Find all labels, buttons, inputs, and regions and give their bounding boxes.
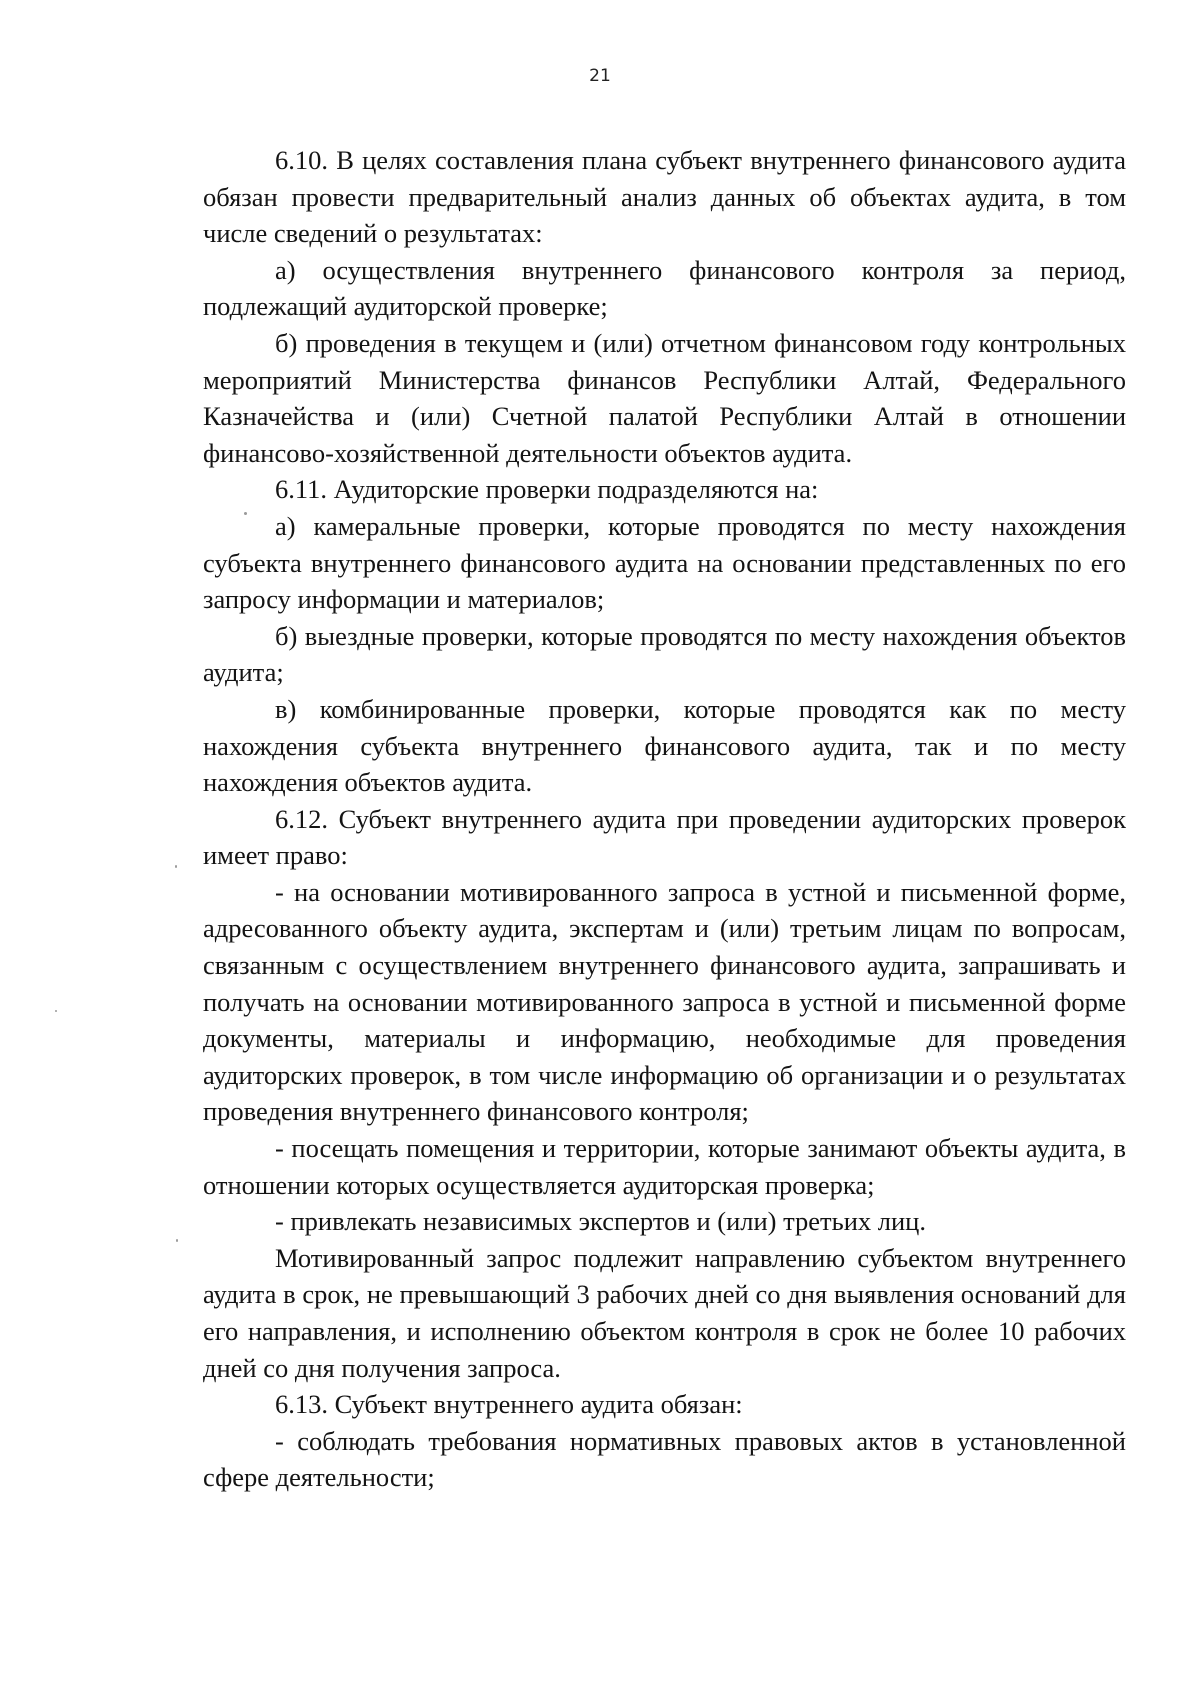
paragraph: Мотивированный запрос подлежит направлению субъектом внутреннего аудита в срок, не превышающий 3 рабочих дней со дня выявления оснований для его направления, и исполнению объектом контроля в срок не более 10 рабочих дней со дня получения запроса.: [203, 1242, 1126, 1383]
paragraph: 6.12. Субъект внутреннего аудита при проведении аудиторских проверок имеет право:: [203, 803, 1126, 871]
paragraph: а) осуществления внутреннего финансового контроля за период, подлежащий аудиторской проверке;: [203, 254, 1126, 322]
scan-speck: [176, 1239, 178, 1242]
paragraph: - посещать помещения и территории, которые занимают объекты аудита, в отношении которых осуществляется аудиторская проверка;: [203, 1133, 1126, 1200]
paragraph: б) проведения в текущем и (или) отчетном финансовом году контрольных мероприятий Министерства финансов Республики Алтай, Федерального Казначейства и (или) Счетной палатой Республики Алтай в отношении финансово-хозяйственной деятельности объектов аудита.: [203, 327, 1126, 468]
scan-speck: [55, 1010, 57, 1012]
paragraph: - на основании мотивированного запроса в устной и письменной форме, адресованного объекту аудита, экспертам и (или) третьим лицам по вопросам, связанным с осуществлением внутреннего финансового аудита, запрашивать и получать на основании мотивированного запроса в устной и письменной форме документы, материалы и информацию, необходимые для проведения аудиторских проверок, в том числе информацию об организации и о результатах проведения внутреннего финансового контроля;: [203, 876, 1126, 1127]
page-number: 21: [589, 66, 611, 86]
paragraph: 6.11. Аудиторские проверки подразделяются на:: [275, 474, 819, 505]
paragraph: в) комбинированные проверки, которые проводятся как по месту нахождения субъекта внутреннего финансового аудита, так и по месту нахождения объектов аудита.: [203, 693, 1126, 798]
document-body: [203, 142, 1126, 1496]
paragraph: а) камеральные проверки, которые проводятся по месту нахождения субъекта внутреннего финансового аудита на основании представленных по его запросу информации и материалов;: [203, 510, 1126, 615]
paragraph: 6.10. В целях составления плана субъект внутреннего финансового аудита обязан провести предварительный анализ данных об объектах аудита, в том числе сведений о результатах:: [203, 145, 1126, 249]
paragraph: - привлекать независимых экспертов и (или) третьих лиц.: [275, 1206, 926, 1237]
paragraph: - соблюдать требования нормативных правовых актов в установленной сфере деятельности;: [203, 1425, 1126, 1493]
paragraph: 6.13. Субъект внутреннего аудита обязан:: [275, 1389, 743, 1420]
paragraph: б) выездные проверки, которые проводятся по месту нахождения объектов аудита;: [203, 620, 1126, 688]
scan-speck: [175, 865, 177, 868]
